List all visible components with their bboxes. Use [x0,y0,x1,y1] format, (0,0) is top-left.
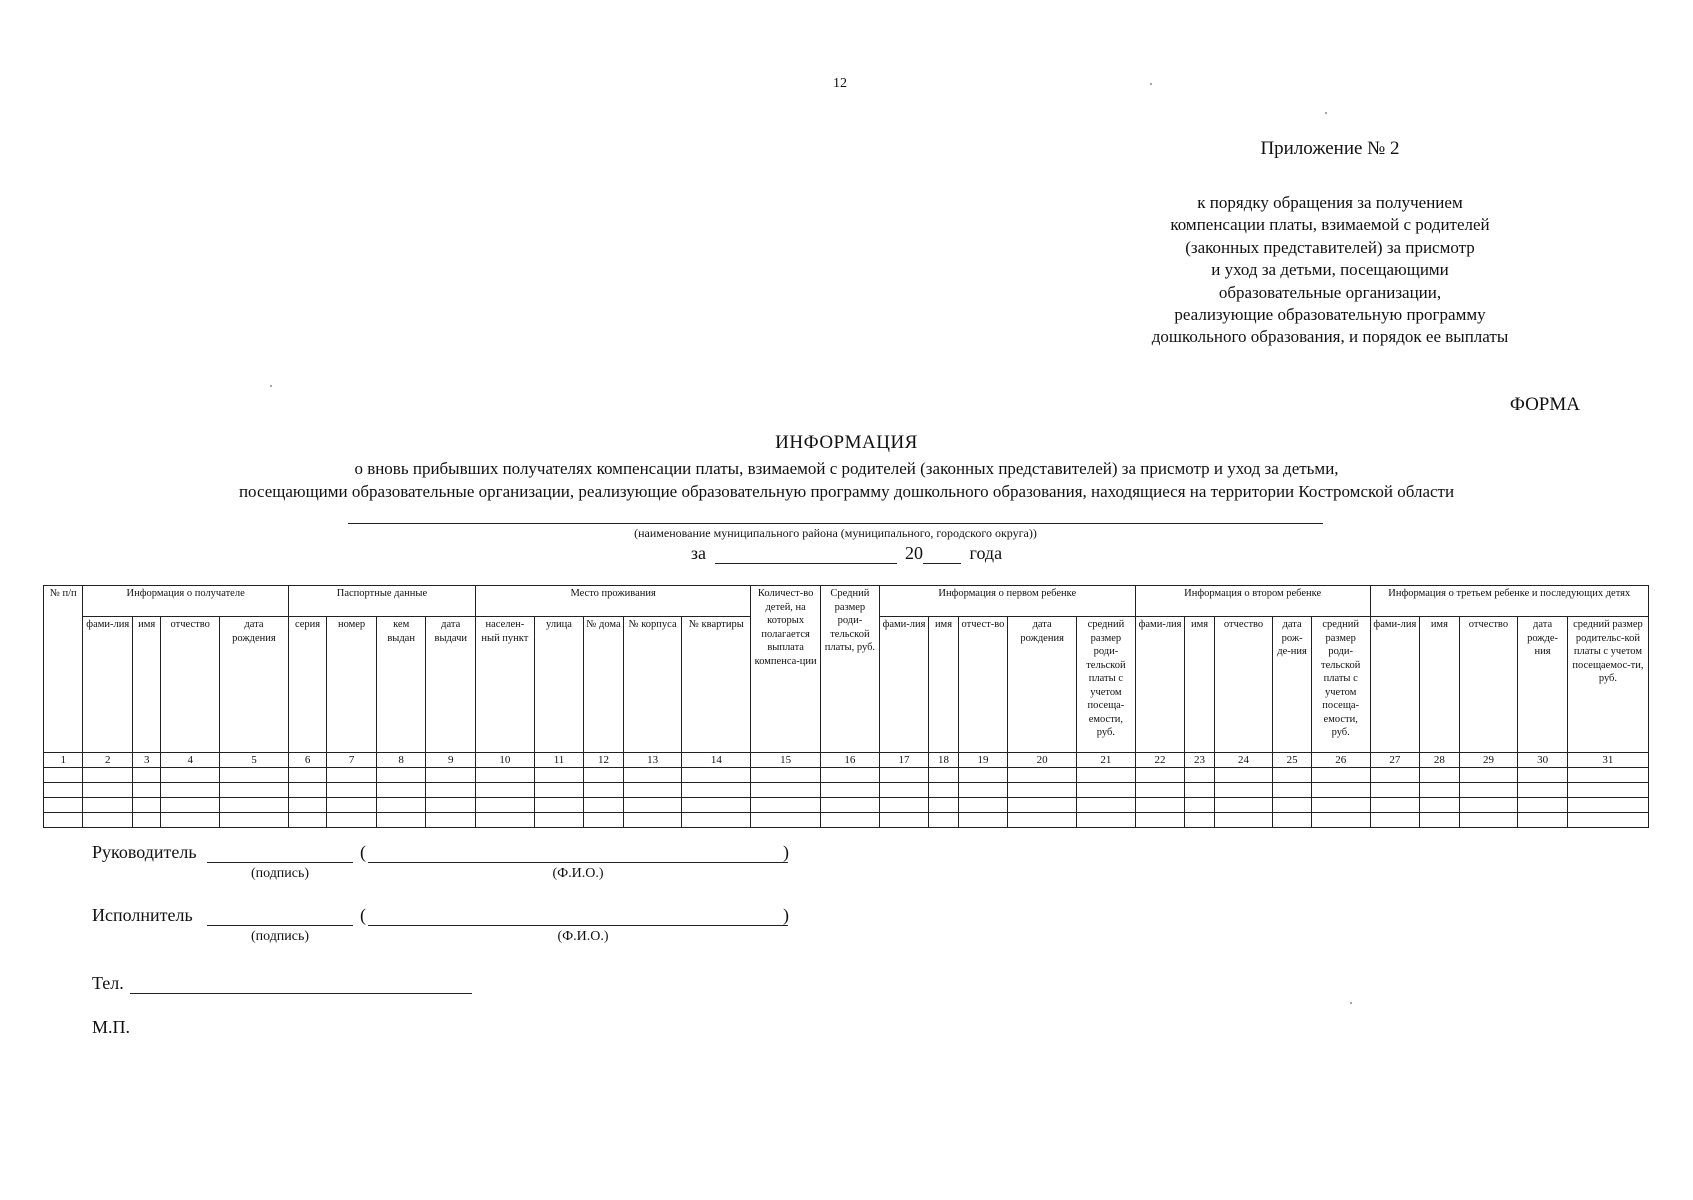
phone-label: Тел. [92,973,124,993]
table-cell[interactable] [83,783,133,798]
table-cell[interactable] [1185,768,1214,783]
phone-line[interactable] [130,993,472,994]
table-cell[interactable] [426,798,476,813]
col-header: отчество [1459,617,1518,753]
table-cell[interactable] [1370,798,1420,813]
col-header-children-count: Количест-во детей, на которых полагается выплата компенса-ции [751,586,821,753]
table-cell[interactable] [1185,798,1214,813]
col-header: фами-лия [83,617,133,753]
col-header: дата рождения [1008,617,1077,753]
table-cell[interactable] [1370,783,1420,798]
table-cell[interactable] [751,813,821,828]
appendix-line: дошкольного образования, и порядок ее выплаты [1151,327,1509,347]
table-cell[interactable] [1008,813,1077,828]
table-cell[interactable] [1459,813,1518,828]
head-open-paren: ( [360,842,366,862]
col-header: улица [534,617,584,753]
appendix-subtitle [1110,192,1550,349]
table-cell[interactable] [1135,783,1185,798]
col-header: средний размер роди-тельской платы с учетом посеща-емости, руб. [1311,617,1370,753]
table-cell[interactable] [1135,798,1185,813]
appendix-line: и уход за детьми, посещающими [1211,260,1449,280]
table-cell[interactable] [44,783,83,798]
appendix-line: образовательные организации, [1218,282,1442,302]
column-number: 26 [1311,753,1370,768]
table-row [44,768,1649,783]
table-cell[interactable] [133,768,161,783]
table-cell[interactable] [1459,783,1518,798]
table-cell[interactable] [288,783,326,798]
appendix-line: к порядку обращения за получением [1197,193,1463,212]
table-cell[interactable] [879,768,929,783]
group-header-residence: Место проживания [476,586,751,617]
col-header: дата выдачи [426,617,476,753]
col-header: имя [1185,617,1214,753]
executor-fio-line[interactable] [368,925,788,926]
table-cell[interactable] [1214,813,1273,828]
table-cell[interactable] [133,783,161,798]
year-prefix: 20 [905,543,924,563]
table-cell[interactable] [426,768,476,783]
table-cell[interactable] [288,813,326,828]
col-header: кем выдан [376,617,426,753]
table-cell[interactable] [1518,813,1568,828]
head-label: Руководитель [92,842,197,862]
table-cell[interactable] [1008,783,1077,798]
table-cell[interactable] [1135,813,1185,828]
table-row [44,783,1649,798]
col-header: отчество [161,617,220,753]
subtitle-line: посещающими образовательные организации, реализующие образовательную программу дошкольного образования, находящиеся на территории Костромской области [238,481,1455,501]
table-cell[interactable] [1370,813,1420,828]
table-cell[interactable] [1311,813,1370,828]
table-cell[interactable] [584,783,623,798]
table-cell[interactable] [1518,783,1568,798]
table-cell[interactable] [327,798,377,813]
form-label: ФОРМА [1509,394,1580,415]
table-cell[interactable] [929,783,958,798]
table-cell[interactable] [327,768,377,783]
table-cell[interactable] [929,813,958,828]
period-blank[interactable] [715,545,897,564]
table-cell[interactable] [426,783,476,798]
table-cell[interactable] [376,783,426,798]
col-header: имя [133,617,161,753]
document-subtitle [0,458,1693,503]
column-number: 14 [682,753,751,768]
table-cell[interactable] [1077,813,1136,828]
table-cell[interactable] [584,813,623,828]
appendix-line: компенсации платы, взимаемой с родителей [1170,215,1490,235]
table-cell[interactable] [1077,798,1136,813]
col-header: средний размер роди-тельской платы с учетом посеща-емости, руб. [1077,617,1136,753]
column-number: 22 [1135,753,1185,768]
col-header: имя [1420,617,1459,753]
column-number: 30 [1518,753,1568,768]
executor-signature-line[interactable] [207,925,353,926]
table-cell[interactable] [1518,768,1568,783]
table-cell[interactable] [534,813,584,828]
table-cell[interactable] [426,813,476,828]
col-header: серия [288,617,326,753]
group-header-passport: Паспортные данные [288,586,475,617]
executor-signature-caption: (подпись) [250,929,310,944]
executor-fio-caption: (Ф.И.О.) [557,929,609,944]
table-cell[interactable] [476,783,535,798]
head-signature-line[interactable] [207,862,353,863]
year-blank[interactable] [923,545,961,564]
period-prefix: за [690,543,707,563]
table-cell[interactable] [220,783,289,798]
table-cell[interactable] [220,768,289,783]
col-header: фами-лия [1135,617,1185,753]
appendix-line: реализующие образовательную программу [1174,305,1486,325]
appendix-line: (законных представителей) за присмотр [1185,237,1475,257]
table-cell[interactable] [821,798,880,813]
table-cell[interactable] [83,768,133,783]
col-header: населен-ный пункт [476,617,535,753]
table-cell[interactable] [476,768,535,783]
column-number: 5 [220,753,289,768]
col-header: № корпуса [623,617,682,753]
column-number: 10 [476,753,535,768]
table-cell[interactable] [133,813,161,828]
table-cell[interactable] [879,798,929,813]
table-cell[interactable] [44,813,83,828]
municipality-blank-line[interactable] [348,523,1323,524]
table-cell[interactable] [1420,798,1459,813]
table-cell[interactable] [161,768,220,783]
table-cell[interactable] [1077,783,1136,798]
table-cell[interactable] [476,798,535,813]
table-cell[interactable] [1214,768,1273,783]
table-cell[interactable] [958,798,1008,813]
table-cell[interactable] [584,768,623,783]
column-number: 7 [327,753,377,768]
table-cell[interactable] [1459,768,1518,783]
column-number: 12 [584,753,623,768]
table-header-groups [44,586,1649,617]
col-header: № дома [584,617,623,753]
table-cell[interactable] [623,783,682,798]
column-number: 6 [288,753,326,768]
table-cell[interactable] [288,768,326,783]
period-line [0,543,1693,564]
col-header: фами-лия [1370,617,1420,753]
col-header: средний размер родительс-кой платы с учетом посещаемос-ти, руб. [1567,617,1648,753]
table-cell[interactable] [1008,798,1077,813]
col-header: отчест-во [958,617,1008,753]
table-cell[interactable] [476,813,535,828]
scan-speck [1350,1002,1352,1004]
table-cell[interactable] [1135,768,1185,783]
table-row [44,813,1649,828]
column-number: 17 [879,753,929,768]
table-cell[interactable] [220,798,289,813]
subtitle-line: о вновь прибывших получателях компенсации платы, взимаемой с родителей (законных представителей) за присмотр и уход за детьми, [354,459,1339,478]
table-cell[interactable] [288,798,326,813]
table-cell[interactable] [1459,798,1518,813]
table-cell[interactable] [161,798,220,813]
column-number: 3 [133,753,161,768]
table-cell[interactable] [1214,783,1273,798]
table-cell[interactable] [1185,813,1214,828]
column-number: 23 [1185,753,1214,768]
executor-close-paren: ) [783,905,789,925]
column-number: 18 [929,753,958,768]
table-cell[interactable] [161,783,220,798]
table-cell[interactable] [821,768,880,783]
table-cell[interactable] [623,768,682,783]
table-cell[interactable] [821,813,880,828]
column-number: 4 [161,753,220,768]
table-cell[interactable] [83,798,133,813]
table-cell[interactable] [1273,813,1311,828]
column-number: 27 [1370,753,1420,768]
head-close-paren: ) [783,842,789,862]
table-cell[interactable] [958,783,1008,798]
scan-speck [1150,83,1152,85]
table-cell[interactable] [1567,783,1648,798]
column-number: 20 [1008,753,1077,768]
period-suffix: года [969,543,1003,563]
table-cell[interactable] [327,813,377,828]
column-number: 9 [426,753,476,768]
recipients-table [43,585,1649,828]
column-number: 28 [1420,753,1459,768]
head-fio-line[interactable] [368,862,788,863]
col-header-num: № п/п [44,586,83,753]
column-number: 13 [623,753,682,768]
table-cell[interactable] [1370,768,1420,783]
table-cell[interactable] [1214,798,1273,813]
table-cell[interactable] [534,783,584,798]
col-header: номер [327,617,377,753]
column-number: 19 [958,753,1008,768]
table-cell[interactable] [682,813,751,828]
table-cell[interactable] [1420,783,1459,798]
table-cell[interactable] [682,798,751,813]
table-cell[interactable] [1567,798,1648,813]
table-cell[interactable] [929,798,958,813]
col-header: фами-лия [879,617,929,753]
col-header: дата рож-де-ния [1273,617,1311,753]
table-cell[interactable] [1311,798,1370,813]
table-cell[interactable] [534,768,584,783]
table-cell[interactable] [44,798,83,813]
column-number: 29 [1459,753,1518,768]
group-header-recipient: Информация о получателе [83,586,288,617]
table-cell[interactable] [1518,798,1568,813]
table-cell[interactable] [623,813,682,828]
table-cell[interactable] [879,813,929,828]
column-number: 16 [821,753,880,768]
col-header: № квартиры [682,617,751,753]
group-header-third-child: Информация о третьем ребенке и последующих детях [1370,586,1648,617]
table-cell[interactable] [751,768,821,783]
col-header: дата рождения [220,617,289,753]
table-cell[interactable] [623,798,682,813]
table-cell[interactable] [1311,783,1370,798]
table-cell[interactable] [821,783,880,798]
column-number: 24 [1214,753,1273,768]
table-cell[interactable] [1077,768,1136,783]
table-cell[interactable] [327,783,377,798]
table-cell[interactable] [44,768,83,783]
column-number: 25 [1273,753,1311,768]
scan-speck [270,385,272,387]
col-header: дата рожде-ния [1518,617,1568,753]
table-cell[interactable] [1273,798,1311,813]
executor-label: Исполнитель [92,905,193,925]
table-cell[interactable] [1420,813,1459,828]
seal-label: М.П. [92,1017,131,1037]
table-cell[interactable] [1567,813,1648,828]
column-number: 31 [1567,753,1648,768]
col-header-average-fee: Средний размер роди-тельской платы, руб. [821,586,880,753]
head-signature-caption: (подпись) [250,866,310,881]
table-cell[interactable] [1311,768,1370,783]
table-row [44,798,1649,813]
table-cell[interactable] [584,798,623,813]
table-cell[interactable] [1185,783,1214,798]
table-cell[interactable] [133,798,161,813]
col-header: имя [929,617,958,753]
table-cell[interactable] [376,768,426,783]
table-cell[interactable] [682,783,751,798]
table-cell[interactable] [1567,768,1648,783]
appendix-title: Приложение № 2 [1260,138,1400,159]
col-header: отчество [1214,617,1273,753]
page-number: 12 [833,76,847,91]
column-number: 8 [376,753,426,768]
table-cell[interactable] [376,798,426,813]
table-cell[interactable] [751,783,821,798]
table-cell[interactable] [682,768,751,783]
column-number: 1 [44,753,83,768]
table-cell[interactable] [929,768,958,783]
table-cell[interactable] [1420,768,1459,783]
group-header-second-child: Информация о втором ребенке [1135,586,1370,617]
column-number: 15 [751,753,821,768]
scan-speck [1325,112,1327,114]
column-number-row [44,753,1649,768]
table-cell[interactable] [1008,768,1077,783]
group-header-first-child: Информация о первом ребенке [879,586,1135,617]
head-fio-caption: (Ф.И.О.) [552,866,604,881]
executor-open-paren: ( [360,905,366,925]
table-cell[interactable] [879,783,929,798]
table-cell[interactable] [1273,783,1311,798]
municipality-caption: (наименование муниципального района (муниципального, городского округа)) [634,526,1037,540]
table-cell[interactable] [376,813,426,828]
column-number: 2 [83,753,133,768]
table-cell[interactable] [958,813,1008,828]
table-cell[interactable] [161,813,220,828]
table-cell[interactable] [534,798,584,813]
table-cell[interactable] [220,813,289,828]
table-cell[interactable] [751,798,821,813]
table-cell[interactable] [958,768,1008,783]
table-cell[interactable] [1273,768,1311,783]
column-number: 11 [534,753,584,768]
column-number: 21 [1077,753,1136,768]
document-title: ИНФОРМАЦИЯ [775,432,918,453]
table-cell[interactable] [83,813,133,828]
